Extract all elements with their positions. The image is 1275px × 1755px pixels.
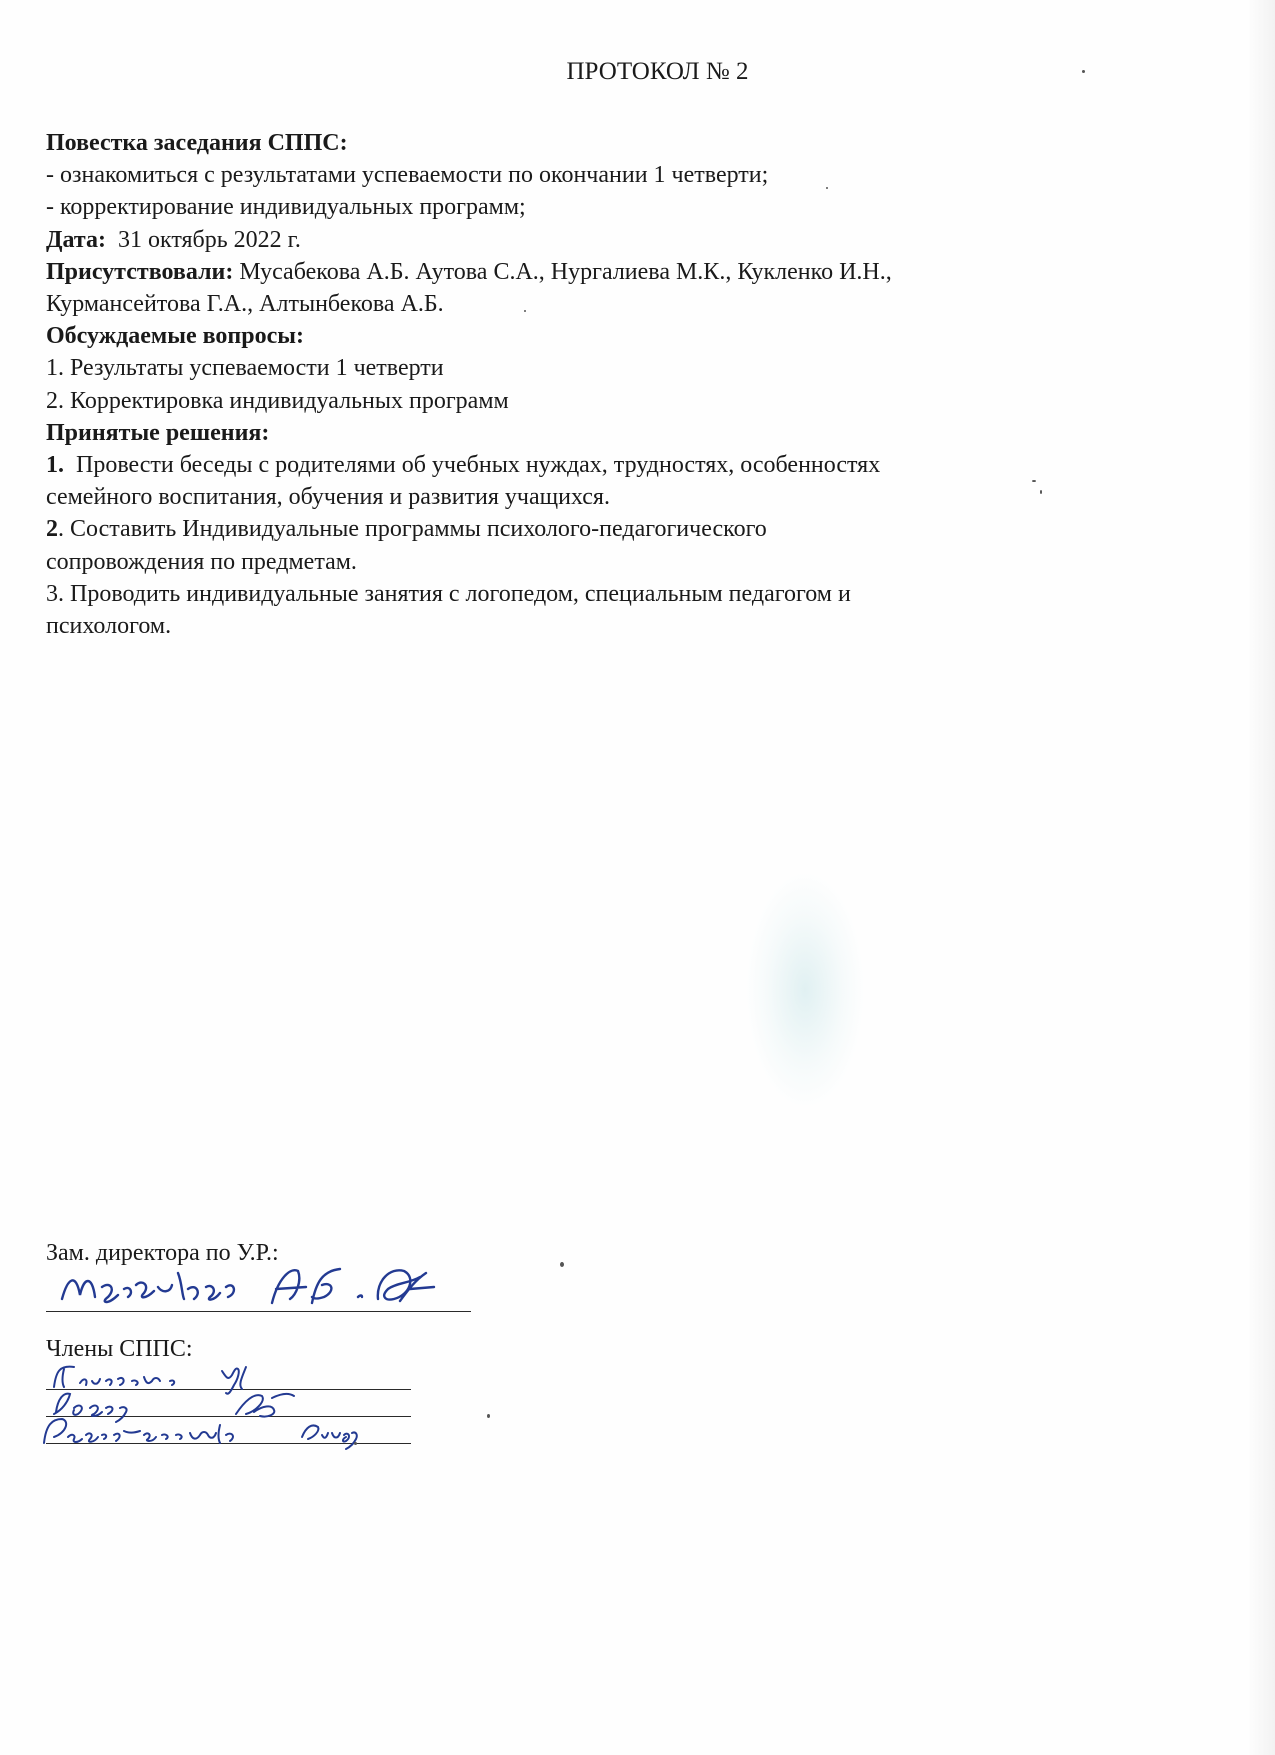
present-names: Мусабекова А.Б. Аутова С.А., Нургалиева М.К., Кукленко И.Н., xyxy=(239,258,892,285)
date-value: 31 октябрь 2022 г. xyxy=(117,226,301,253)
scan-speck xyxy=(1032,480,1036,482)
date-line xyxy=(46,224,1186,256)
scan-edge-shadow xyxy=(1247,0,1275,1755)
decision-item: 2. Составить Индивидуальные программы психолого-педагогического xyxy=(46,516,767,543)
teacher-assistant-signature xyxy=(40,1411,430,1451)
question-item: 1. Результаты успеваемости 1 четверти xyxy=(46,355,444,382)
decision-item-cont: психологом. xyxy=(46,613,172,640)
scan-speck xyxy=(826,187,828,189)
decision-item: 1. Провести беседы с родителями об учебных нуждах, трудностях, особенностях xyxy=(46,452,881,479)
present-label: Присутствовали: xyxy=(46,258,234,285)
members-label: Члены СППС: xyxy=(46,1336,193,1362)
agenda-heading: Повестка заседания СППС: xyxy=(46,130,348,156)
document-title: ПРОТОКОЛ № 2 xyxy=(566,58,749,85)
scan-speck xyxy=(1082,70,1085,73)
scan-speck xyxy=(560,1262,564,1267)
scan-stain xyxy=(745,870,865,1110)
director-signature-block xyxy=(46,1240,486,1312)
director-signature-line xyxy=(46,1267,471,1312)
member-signature-line-teacher-assistant xyxy=(46,1417,411,1444)
question-item: 2. Корректировка индивидуальных программ xyxy=(46,387,509,414)
scan-speck xyxy=(487,1414,490,1418)
decision-item-cont: семейного воспитания, обучения и развития учащихся. xyxy=(46,484,610,511)
scan-speck xyxy=(1040,490,1042,494)
scan-speck xyxy=(524,310,526,312)
decision-item-cont: сопровождения по предметам. xyxy=(46,548,357,575)
present-line xyxy=(46,256,1186,288)
members-signature-block xyxy=(46,1336,446,1444)
present-line-2: Курмансейтова Г.А., Алтынбекова А.Б. xyxy=(46,291,444,318)
agenda-item: - ознакомиться с результатами успеваемости по окончании 1 четверти; xyxy=(46,162,769,189)
decisions-heading: Принятые решения: xyxy=(46,419,270,446)
questions-heading: Обсуждаемые вопросы: xyxy=(46,323,304,350)
document-body xyxy=(46,127,1186,642)
director-label: Зам. директора по У.Р.: xyxy=(46,1240,279,1266)
director-signature xyxy=(40,1259,480,1319)
agenda-item: - корректирование индивидуальных программ; xyxy=(46,194,526,221)
decision-item: 3. Проводить индивидуальные занятия с логопедом, специальным педагогом и xyxy=(46,580,851,607)
date-label: Дата: xyxy=(46,226,106,253)
scan-speck xyxy=(354,1442,357,1445)
